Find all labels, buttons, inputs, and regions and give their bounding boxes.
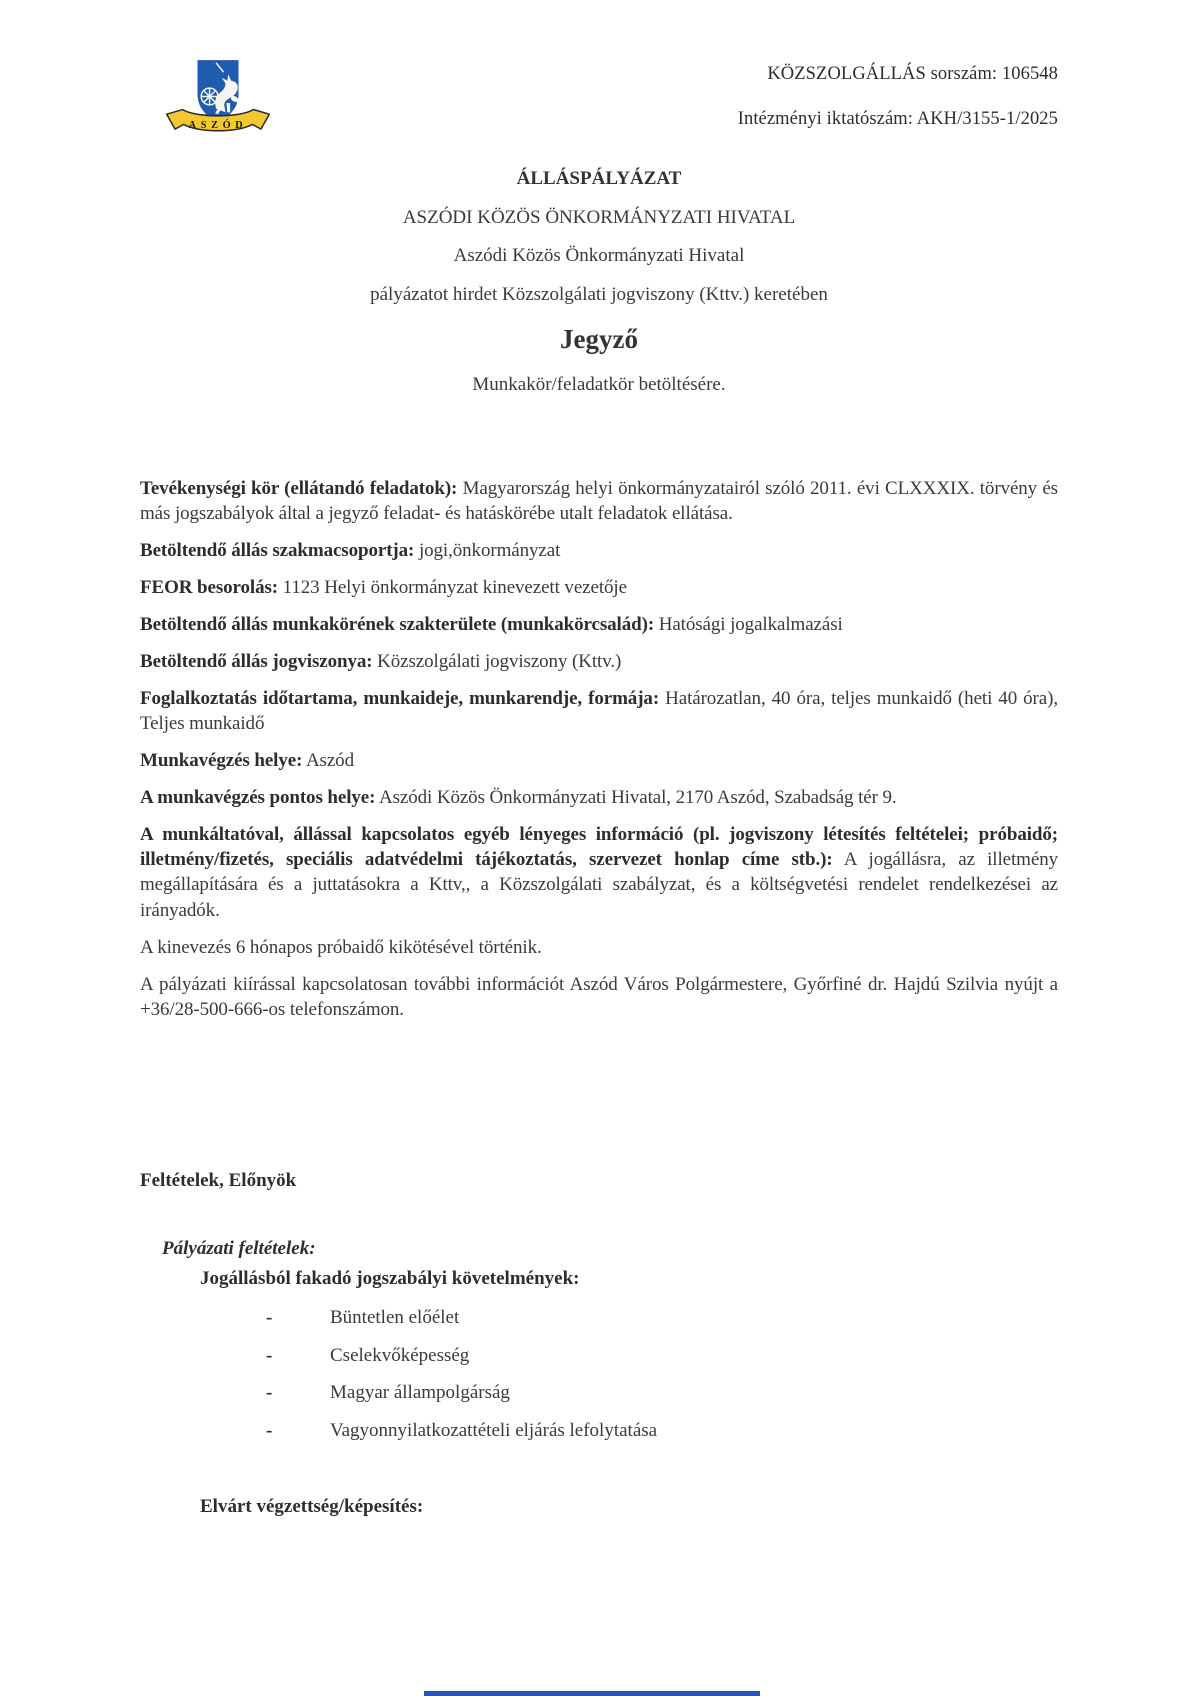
bullet-text: Vagyonnyilatkozattételi eljárás lefolytatása: [330, 1419, 658, 1441]
detail-paragraph: [140, 686, 1058, 736]
serial-number: KÖZSZOLGÁLLÁS sorszám: 106548: [767, 64, 1058, 84]
detail-paragraph: [140, 575, 1058, 600]
crest-graphic: [162, 56, 274, 150]
subsection-required-qualification: Elvárt végzettség/képesítés:: [200, 1495, 424, 1517]
detail-value: Közszolgálati jogviszony (Kttv.): [377, 650, 622, 672]
bullet-dash: -: [266, 1382, 273, 1404]
bullet-dash: -: [266, 1306, 273, 1328]
organization-name: Aszódi Közös Önkormányzati Hivatal: [453, 245, 745, 267]
detail-value: Aszód: [305, 750, 354, 772]
subsection-legal-requirements: Jogállásból fakadó jogszabályi követelmények:: [200, 1267, 580, 1289]
detail-value: Hatósági jogalkalmazási: [658, 613, 843, 635]
list-item: [266, 1306, 1058, 1331]
detail-value: 1123 Helyi önkormányzat kinevezett vezetője: [282, 576, 627, 598]
section-title: Feltételek, Előnyök: [140, 1169, 297, 1191]
job-details: [140, 476, 1058, 1022]
registry-number: Intézményi iktatószám: AKH/3155-1/2025: [737, 109, 1058, 129]
list-item: [266, 1344, 1058, 1369]
conditions-section: [140, 1170, 1058, 1518]
detail-paragraph: [140, 748, 1058, 773]
detail-value: Magyarország helyi önkormányzatairól szóló 2011. évi CLXXXIX. törvény és más jogszabályok által a jegyző feladat- és hatáskörébe utalt feladatok ellátása.: [140, 477, 1058, 524]
page-header: [140, 56, 1058, 155]
detail-value: Határozatlan, 40 óra, teljes munkaidő (heti 40 óra), Teljes munkaidő: [140, 688, 1058, 735]
detail-label: Tevékenységi kör (ellátandó feladatok):: [140, 477, 458, 499]
detail-label: A munkavégzés pontos helye:: [140, 787, 376, 809]
bullet-text: Cselekvőképesség: [330, 1344, 470, 1366]
position-title: Jegyző: [560, 323, 638, 354]
detail-paragraph: [140, 612, 1058, 637]
bullet-text: Büntetlen előélet: [330, 1306, 460, 1328]
detail-paragraph: [140, 785, 1058, 810]
detail-label: FEOR besorolás:: [140, 576, 279, 598]
bullet-dash: -: [266, 1344, 273, 1366]
detail-paragraph: [140, 538, 1058, 563]
detail-paragraph: [140, 649, 1058, 674]
logo-banner-text: ASZÓD: [188, 120, 248, 132]
aszod-coat-of-arms: [162, 56, 274, 155]
detail-paragraph: [140, 822, 1058, 922]
detail-value: Aszódi Közös Önkormányzati Hivatal, 2170 Aszód, Szabadság tér 9.: [378, 787, 897, 809]
detail-label: Betöltendő állás jogviszonya:: [140, 650, 373, 672]
detail-value: A jogállásra, az illetmény megállapítására és a juttatásokra a Kttv,, a Közszolgálati szabályzat, és a költségvetési rendelet rendelkezései az irányadók.: [140, 849, 1058, 921]
document-title: ÁLLÁSPÁLYÁZAT: [516, 168, 682, 189]
organization-caps: ASZÓDI KÖZÖS ÖNKORMÁNYZATI HIVATAL: [402, 206, 796, 228]
detail-label: Betöltendő állás munkakörének szakterülete (munkakörcsalád):: [140, 613, 655, 635]
subsection-application-conditions: Pályázati feltételek:: [162, 1237, 316, 1259]
detail-label: Foglalkoztatás időtartama, munkaideje, munkarendje, formája:: [140, 688, 660, 709]
requirements-list: [140, 1306, 1058, 1444]
announcement-line: pályázatot hirdet Közszolgálati jogviszony (Kttv.) keretében: [370, 284, 828, 306]
detail-label: Betöltendő állás szakmacsoportja:: [140, 539, 415, 561]
detail-value: jogi,önkormányzat: [418, 539, 561, 561]
bullet-dash: -: [266, 1419, 273, 1441]
document-identifiers: [738, 56, 1058, 130]
bottom-accent-bar: [424, 1691, 760, 1696]
detail-label: A munkáltatóval, állással kapcsolatos egyéb lényeges információ (pl. jogviszony létesítés feltételei; próbaidő; illetmény/fizetés, speciális adatvédelmi tájékoztatás, szervezet honlap címe stb.):: [140, 824, 1058, 871]
list-item: [266, 1381, 1058, 1406]
note-paragraph: A pályázati kiírással kapcsolatosan további információt Aszód Város Polgármestere, Győrfiné dr. Hajdú Szilvia nyújt a +36/28-500-666-os telefonszámon.: [140, 973, 1058, 1020]
note-paragraph: A kinevezés 6 hónapos próbaidő kikötésével történik.: [140, 936, 542, 958]
bullet-text: Magyar állampolgárság: [330, 1382, 510, 1404]
detail-paragraph: [140, 476, 1058, 526]
title-block: [140, 167, 1058, 398]
detail-label: Munkavégzés helye:: [140, 750, 303, 772]
list-item: [266, 1419, 1058, 1444]
position-subtitle: Munkakör/feladatkör betöltésére.: [472, 373, 726, 395]
